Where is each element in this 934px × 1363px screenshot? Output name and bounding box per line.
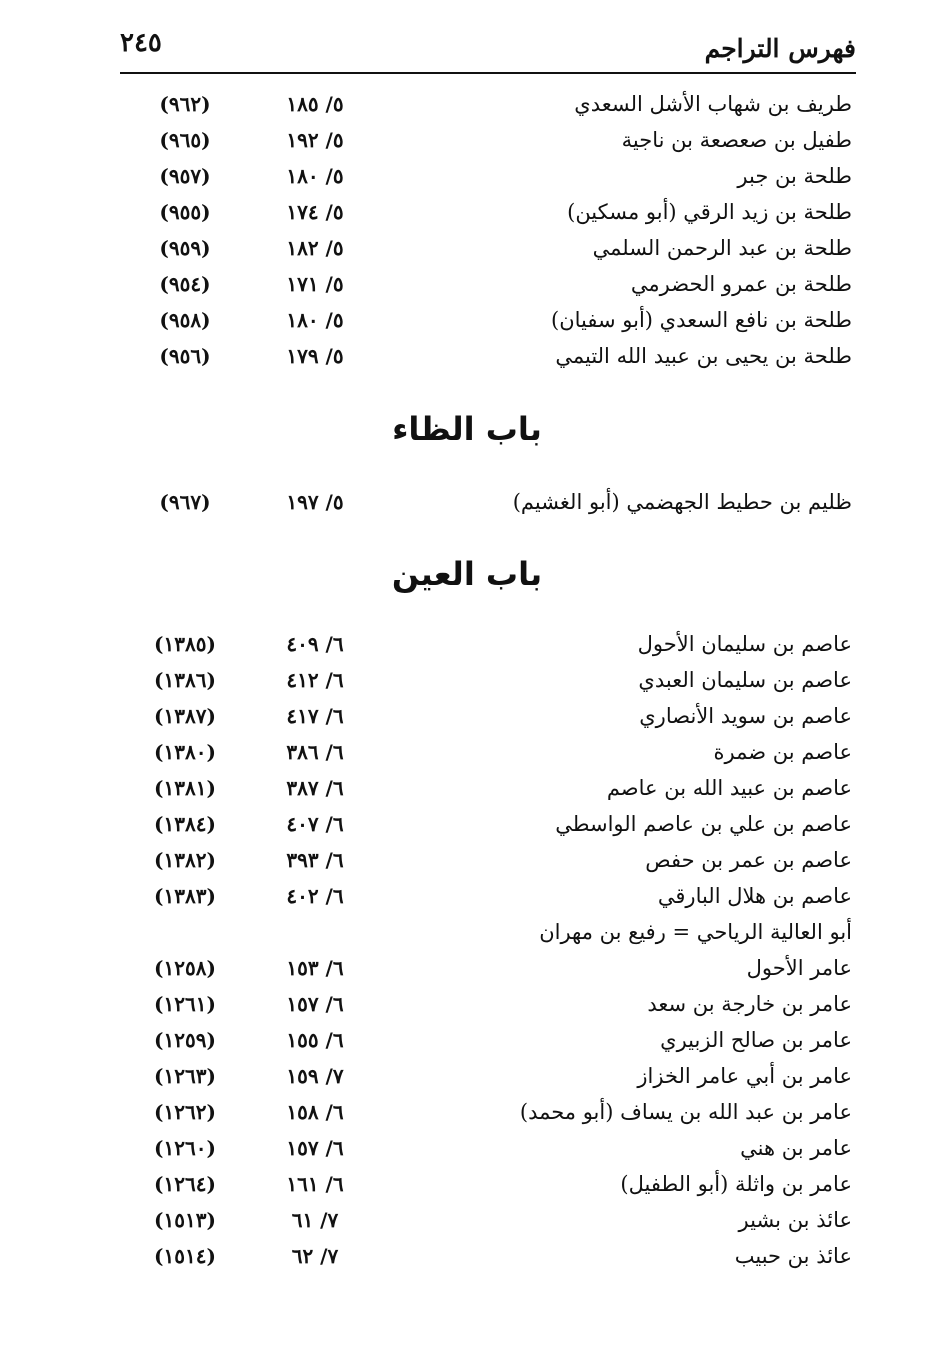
entry-name: طلحة بن جبر [737, 164, 852, 188]
entry-number: (١٣٨٠) [154, 740, 216, 764]
index-entry [100, 632, 860, 668]
entry-name: عاصم بن سليمان الأحول [637, 632, 852, 656]
entry-volume-page: ٦/ ٤٠٧ [286, 812, 344, 836]
entry-name: عامر بن هني [740, 1136, 852, 1160]
entry-volume-page: ٧/ ٦٢ [291, 1244, 339, 1268]
entry-volume-page: ٦/ ٣٨٦ [286, 740, 344, 764]
entry-number: (١٥١٣) [154, 1208, 216, 1232]
index-entry [100, 812, 860, 848]
entry-volume-page: ٦/ ١٥٧ [286, 1136, 344, 1160]
index-section-ta [100, 92, 860, 380]
entry-name: عاصم بن علي بن عاصم الواسطي [555, 812, 852, 836]
index-entry [100, 1028, 860, 1064]
entry-volume-page: ٦/ ١٥٣ [286, 956, 344, 980]
entry-name: طلحة بن زيد الرقي (أبو مسكين) [567, 200, 852, 224]
entry-number: (١٣٨١) [154, 776, 216, 800]
entry-volume-page: ٦/ ١٥٨ [286, 1100, 344, 1124]
entry-number: (١٣٨٣) [154, 884, 216, 908]
entry-name: طلحة بن نافع السعدي (أبو سفيان) [551, 308, 852, 332]
entry-name: عائذ بن حبيب [734, 1244, 852, 1268]
index-entry [100, 1244, 860, 1280]
entry-number: (٩٥٨) [159, 308, 211, 332]
entry-name: طلحة بن عبد الرحمن السلمي [592, 236, 852, 260]
entry-name: أبو العالية الرياحي = رفيع بن مهران [539, 920, 852, 944]
index-entry [100, 848, 860, 884]
index-entry [100, 490, 860, 526]
index-section-za [100, 490, 860, 526]
entry-name: عامر بن خارجة بن سعد [647, 992, 852, 1016]
index-entry [100, 1100, 860, 1136]
running-title: فهرس التراجم [704, 34, 856, 63]
entry-name: عاصم بن عمر بن حفص [645, 848, 852, 872]
entry-volume-page: ٦/ ١٥٧ [286, 992, 344, 1016]
index-entry [100, 344, 860, 380]
entry-volume-page: ٦/ ٤٠٢ [286, 884, 344, 908]
entry-number: (١٢٦٤) [154, 1172, 216, 1196]
index-entry [100, 668, 860, 704]
entry-volume-page: ٥/ ١٨٠ [286, 308, 344, 332]
entry-number: (١٢٦٠) [154, 1136, 216, 1160]
index-section-ain [100, 632, 860, 1280]
page-header [120, 22, 856, 72]
index-entry [100, 128, 860, 164]
entry-number: (١٣٨٧) [154, 704, 216, 728]
index-entry [100, 236, 860, 272]
entry-number: (٩٦٢) [159, 92, 211, 116]
entry-number: (١٢٥٩) [154, 1028, 216, 1052]
entry-name: عامر بن واثلة (أبو الطفيل) [620, 1172, 852, 1196]
entry-number: (١٢٦٢) [154, 1100, 216, 1124]
entry-number: (٩٥٤) [159, 272, 211, 296]
entry-number: (١٣٨٢) [154, 848, 216, 872]
entry-number: (٩٦٥) [159, 128, 211, 152]
entry-volume-page: ٥/ ١٧١ [286, 272, 344, 296]
entry-volume-page: ٦/ ٤١٢ [286, 668, 344, 692]
entry-volume-page: ٧/ ١٥٩ [286, 1064, 344, 1088]
entry-volume-page: ٧/ ٦١ [291, 1208, 339, 1232]
index-entry [100, 308, 860, 344]
entry-number: (٩٥٥) [159, 200, 211, 224]
entry-volume-page: ٦/ ١٥٥ [286, 1028, 344, 1052]
chapter-heading-za: باب الظاء [392, 410, 542, 448]
entry-name: ظليم بن حطيط الجهضمي (أبو الغشيم) [512, 490, 852, 514]
page-number: ٢٤٥ [120, 28, 162, 58]
entry-name: طلحة بن عمرو الحضرمي [630, 272, 852, 296]
chapter-heading-ain: باب العين [391, 555, 543, 593]
entry-volume-page: ٦/ ٤١٧ [286, 704, 344, 728]
index-entry [100, 992, 860, 1028]
entry-volume-page: ٥/ ١٨٢ [286, 236, 344, 260]
entry-number: (١٣٨٥) [154, 632, 216, 656]
entry-name: عاصم بن عبيد الله بن عاصم [606, 776, 852, 800]
entry-volume-page: ٥/ ١٧٩ [286, 344, 344, 368]
index-entry [100, 920, 860, 956]
entry-name: عاصم بن سليمان العبدي [638, 668, 852, 692]
index-entry [100, 740, 860, 776]
entry-volume-page: ٥/ ١٩٢ [286, 128, 344, 152]
entry-volume-page: ٥/ ١٧٤ [286, 200, 344, 224]
entry-name: طفيل بن صعصعة بن ناجية [621, 128, 852, 152]
entry-number: (١٢٦١) [154, 992, 216, 1016]
index-entry [100, 704, 860, 740]
index-entry [100, 1136, 860, 1172]
entry-number: (٩٥٦) [159, 344, 211, 368]
entry-name: عامر بن أبي عامر الخزاز [637, 1064, 852, 1088]
entry-name: عامر بن عبد الله بن يساف (أبو محمد) [519, 1100, 852, 1124]
index-entry [100, 1064, 860, 1100]
entry-volume-page: ٦/ ٣٨٧ [286, 776, 344, 800]
entry-name: عامر الأحول [746, 956, 852, 980]
entry-volume-page: ٥/ ١٩٧ [286, 490, 344, 514]
entry-volume-page: ٥/ ١٨٥ [286, 92, 344, 116]
header-rule [120, 72, 856, 74]
index-entry [100, 92, 860, 128]
entry-number: (١٥١٤) [154, 1244, 216, 1268]
index-entry [100, 1208, 860, 1244]
index-entry [100, 956, 860, 992]
entry-name: عائذ بن بشير [738, 1208, 852, 1232]
entry-name: عامر بن صالح الزبيري [660, 1028, 852, 1052]
entry-name: طلحة بن يحيى بن عبيد الله التيمي [555, 344, 852, 368]
entry-number: (٩٥٩) [159, 236, 211, 260]
entry-number: (١٢٦٣) [154, 1064, 216, 1088]
index-entry [100, 884, 860, 920]
index-entry [100, 1172, 860, 1208]
index-entry [100, 164, 860, 200]
entry-volume-page: ٦/ ١٦١ [286, 1172, 344, 1196]
entry-number: (١٣٨٦) [154, 668, 216, 692]
entry-number: (٩٥٧) [159, 164, 211, 188]
entry-number: (٩٦٧) [159, 490, 211, 514]
entry-name: طريف بن شهاب الأشل السعدي [574, 92, 852, 116]
index-entry [100, 200, 860, 236]
entry-volume-page: ٥/ ١٨٠ [286, 164, 344, 188]
entry-number: (١٣٨٤) [154, 812, 216, 836]
entry-name: عاصم بن هلال البارقي [657, 884, 852, 908]
entry-volume-page: ٦/ ٤٠٩ [286, 632, 344, 656]
index-entry [100, 272, 860, 308]
index-entry [100, 776, 860, 812]
entry-name: عاصم بن ضمرة [713, 740, 852, 764]
entry-volume-page: ٦/ ٣٩٣ [286, 848, 344, 872]
entry-number: (١٢٥٨) [154, 956, 216, 980]
entry-name: عاصم بن سويد الأنصاري [639, 704, 852, 728]
